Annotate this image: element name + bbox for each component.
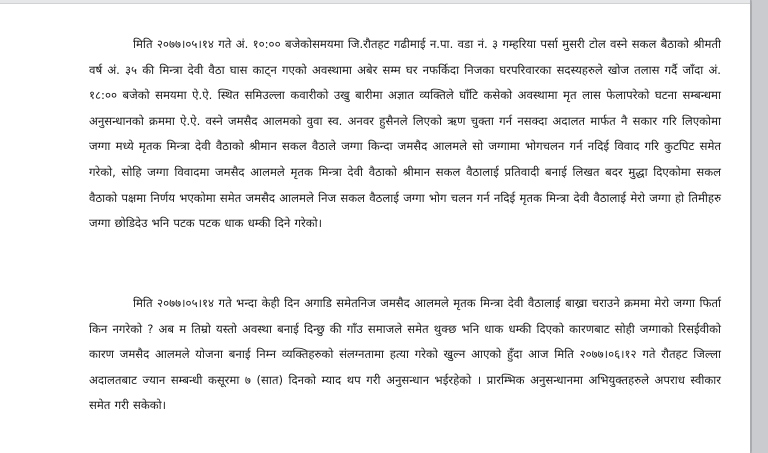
paragraph-1: मिति २०७७।०५।१४ गते अं. १०:०० बजेकोसमयमा जि.रौतहट गढीमाई न.पा. वडा नं. ३ गम्हरिया पर्सा मुसरी टोल वस्ने सकल बैठाको श्रीमती वर्ष अं. ३५ की मिन्त्रा देवी वैठा घास काट्न गएको अवस्थामा अबेर सम्म घर नफर्किदा निजका घरपरिवारका सदस्यहरुले खोज तलास गर्दै जाँदा अं. १८:०० बजेको समयमा ऐ.ऐ. स्थित समिउल्ला कवारीको उखु बारीमा अज्ञात व्यक्तिले घाँटि कसेको अवस्थामा मृत लास फेलापरेको घटना सम्बन्धमा अनुसन्धानको क्रममा ऐ.ऐ. वस्ने जमसैद आलमको वुवा स्व. अनवर हुसैनले लिएको ऋण चुक्ता गर्न नसक्दा अदालत मार्फत नै सकार गरि लिएकोमा जग्गा मध्ये मृतक मिन्त्रा देवी वैठाको श्रीमान सकल वैठाले जग्गा किन्दा जमसैद आलमले सो जग्गामा भोगचलन गर्न नदिई विवाद गरि कुटपिट समेत गरेको, सोहि जग्गा विवादमा जमसैद आलमले मृतक मिन्त्रा देवी वैठाको श्रीमान सकल वैठालाई प्रतिवादी बनाई लिखत बदर मुद्धा दिएकोमा सकल वैठाको पक्षमा निर्णय भएकोमा समेत जमसैद आलमले निज सकल वैठलाई जग्गा भोग चलन गर्न नदिई मृतक मिन्त्रा देवी वैठालाई मेरो जग्गा हो तिमीहरु जग्गा छोडिदेउ भनि पटक पटक धाक धम्की दिने गरेको। [89,37,721,231]
page-top-edge [0,0,751,4]
paragraph-2: मिति २०७७।०५।१४ गते भन्दा केही दिन अगाडि समेतनिज जमसैद आलमले मृतक मिन्त्रा देवी वैठालाई बाख्रा चराउने क्रममा मेरो जग्गा फिर्ता किन नगरेको ? अब म तिम्रो यस्तो अवस्था बनाई दिन्छु की गाँउ समाजले समेत थुक्छ भनि धाक धम्की दिएको कारणबाट सोही जग्गाको रिसईवीको कारण जमसैद आलमले योजना बनाई निम्न व्यक्तिहरुको संलग्नतामा हत्या गरेको खुल्न आएको हुँदा आज मिति २०७७।०६।१२ गते रौतहट जिल्ला अदालतबाट ज्यान सम्बन्धी कसूरमा ७ (सात) दिनको म्याद थप गरी अनुसन्धान भईरहेको । प्रारम्भिक अनुसन्धानमा अभियुक्तहरुले अपराध स्वीकार समेत गरी सकेको। [89,296,721,413]
window-background-gutter [752,0,768,453]
